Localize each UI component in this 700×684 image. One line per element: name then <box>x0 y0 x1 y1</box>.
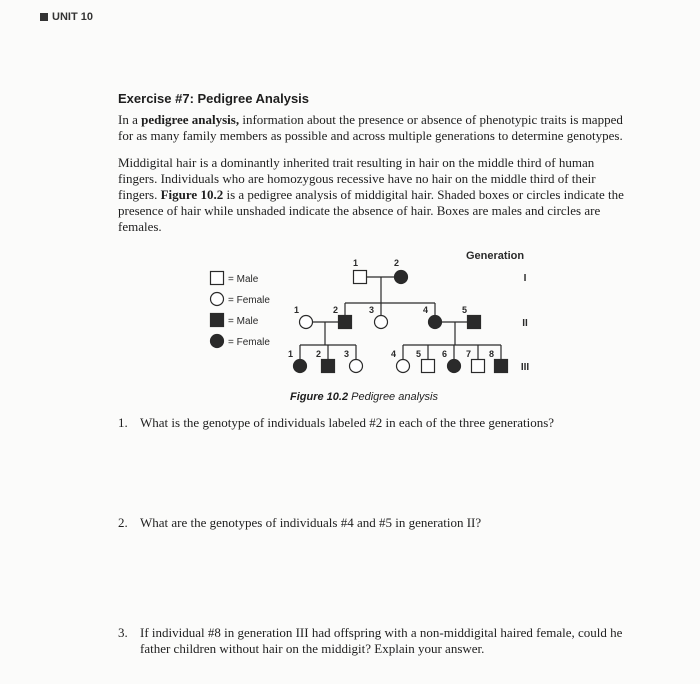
square-bullet-icon <box>40 13 48 21</box>
individual-label: 6 <box>442 349 448 359</box>
legend-square-open-icon <box>211 272 224 285</box>
question-2 <box>118 515 634 531</box>
figure-reference: Figure 10.2 <box>160 187 224 202</box>
individual-label: 2 <box>333 305 339 315</box>
intro-paragraph <box>118 112 634 144</box>
question-1 <box>118 415 634 431</box>
unit-label: UNIT 10 <box>52 11 93 23</box>
question-text: What is the genotype of individuals labeled #2 in each of the three generations? <box>140 415 555 430</box>
individual-III-6-circle-icon <box>448 360 461 373</box>
figure-caption <box>290 391 438 403</box>
individual-label: 3 <box>369 305 375 315</box>
description-text-rest: is a pedigree analysis of middigital hair. Shaded boxes or circles indicate the presence of hair while unshaded indicate the absence of hair. Boxes are males and circles are females. <box>118 187 624 234</box>
figure-number: Figure 10.2 <box>290 391 349 403</box>
legend-label: = Female <box>228 295 270 306</box>
individual-label: 1 <box>288 349 294 359</box>
individual-III-5-square-icon <box>422 360 435 373</box>
individual-label: 2 <box>316 349 322 359</box>
individual-III-7-square-icon <box>472 360 485 373</box>
unit-header <box>40 11 93 23</box>
individual-II-1-circle-icon <box>300 316 313 329</box>
legend-square-filled-icon <box>211 314 224 327</box>
individual-I-2-circle-icon <box>395 271 408 284</box>
question-number: 2. <box>118 515 128 530</box>
generation-numeral-III: III <box>520 362 530 373</box>
generation-numeral-I: I <box>523 273 527 284</box>
individual-label: 3 <box>344 349 350 359</box>
legend-label: = Male <box>228 274 259 285</box>
intro-text-rest: information about the presence or absence of phenotypic traits is mapped for as many family members as possible and across multiple generations to determine genotypes. <box>118 112 623 143</box>
individual-label: 4 <box>423 305 429 315</box>
question-number: 3. <box>118 625 128 640</box>
figure-title: Pedigree analysis <box>351 391 438 403</box>
individual-III-2-square-icon <box>322 360 335 373</box>
intro-term: pedigree analysis, <box>141 112 240 127</box>
legend-label: = Female <box>228 337 270 348</box>
question-text: If individual #8 in generation III had offspring with a non-middigital haired female, could he father children without hair on the middigit? Explain your answer. <box>140 625 623 656</box>
description-text: Middigital hair is a dominantly inherited trait resulting in hair on the middle third of human fingers. Individuals who are homozygous recessive have no hair on the middle third of their fingers. <box>118 155 596 202</box>
individual-label: 5 <box>462 305 468 315</box>
individual-III-4-circle-icon <box>397 360 410 373</box>
legend-circle-filled-icon <box>211 335 224 348</box>
generation-heading: Generation <box>466 250 525 262</box>
individual-I-1-square-icon <box>354 271 367 284</box>
individual-label: 5 <box>416 349 422 359</box>
intro-text: In a <box>118 112 142 127</box>
description-paragraph <box>118 155 634 235</box>
individual-label: 1 <box>294 305 300 315</box>
question-text: What are the genotypes of individuals #4 and #5 in generation II? <box>140 515 482 530</box>
individual-II-3-circle-icon <box>375 316 388 329</box>
generation-numeral-II: II <box>522 318 528 329</box>
individual-III-3-circle-icon <box>350 360 363 373</box>
individual-III-1-circle-icon <box>294 360 307 373</box>
legend-circle-open-icon <box>211 293 224 306</box>
exercise-title: Exercise #7: Pedigree Analysis <box>118 91 310 106</box>
individual-II-5-square-icon <box>468 316 481 329</box>
individual-III-8-square-icon <box>495 360 508 373</box>
question-number: 1. <box>118 415 128 430</box>
individual-label: 7 <box>466 349 472 359</box>
individual-label: 4 <box>391 349 397 359</box>
legend-label: = Male <box>228 316 259 327</box>
question-3 <box>118 625 634 657</box>
individual-label: 1 <box>353 258 359 268</box>
individual-label: 2 <box>394 258 400 268</box>
individual-II-4-circle-icon <box>429 316 442 329</box>
individual-II-2-square-icon <box>339 316 352 329</box>
individual-label: 8 <box>489 349 495 359</box>
